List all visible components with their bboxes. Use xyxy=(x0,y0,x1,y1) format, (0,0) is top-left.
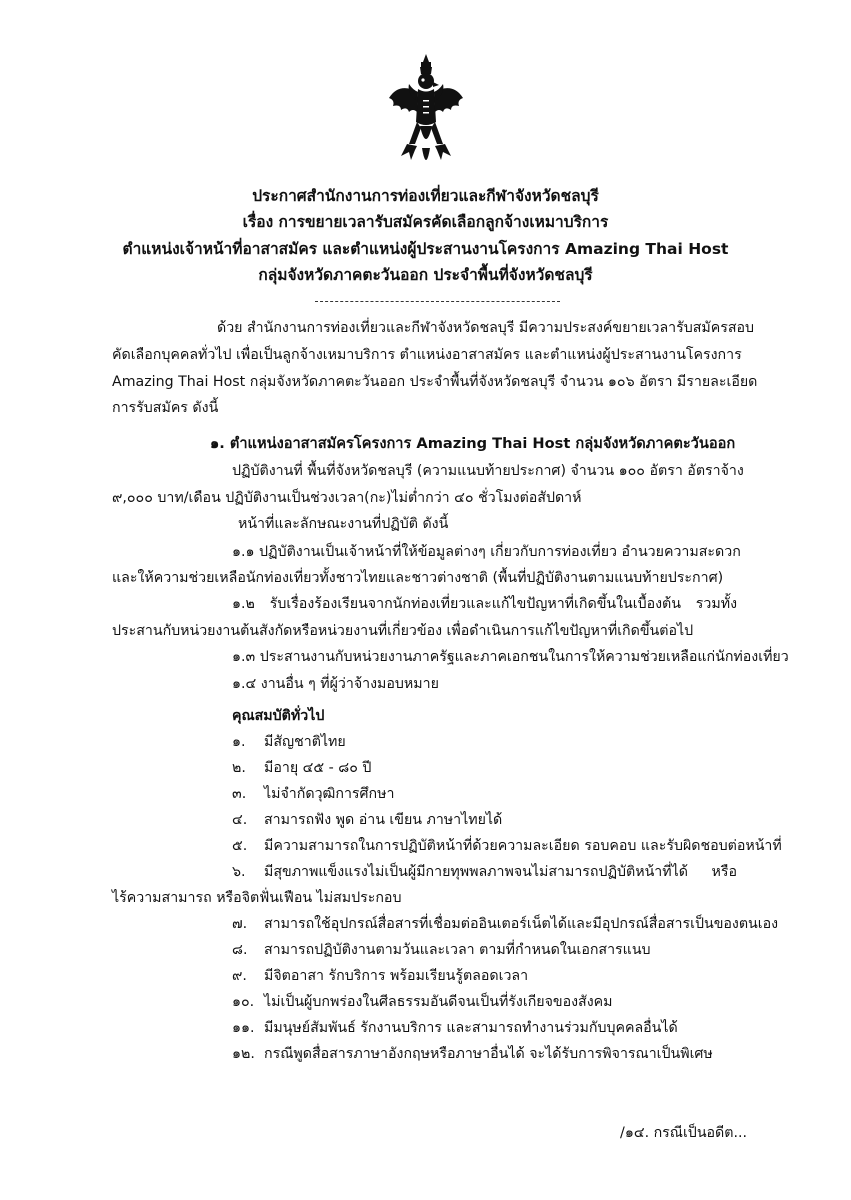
qualification-item: ๕. มีความสามารถในการปฏิบัติหน้าที่ด้วยความละเอียด รอบคอบ และรับผิดชอบต่อหน้าที่ xyxy=(232,838,782,854)
qualification-item: ๘. สามารถปฏิบัติงานตามวันและเวลา ตามที่กำหนดในเอกสารแนบ xyxy=(232,942,651,958)
announcement-region: กลุ่มจังหวัดภาคตะวันออก ประจำพื้นที่จังหวัดชลบุรี xyxy=(258,266,593,284)
qualification-item: ๑๐. ไม่เป็นผู้บกพร่องในศีลธรรมอันดีจนเป็นที่รังเกียจของสังคม xyxy=(232,994,613,1010)
qualification-item: ๒. มีอายุ ๔๕ - ๘๐ ปี xyxy=(232,760,372,776)
qualification-item: ๖. มีสุขภาพแข็งแรงไม่เป็นผู้มีกายทุพพลภาพจนไม่สามารถปฏิบัติหน้าที่ได้ หรือ xyxy=(232,864,737,880)
qualification-item: ๑๒. กรณีพูดสื่อสารภาษาอังกฤษหรือภาษาอื่นได้ จะได้รับการพิจารณาเป็นพิเศษ xyxy=(232,1046,713,1062)
announcement-positions: ตำแหน่งเจ้าหน้าที่อาสาสมัคร และตำแหน่งผู้ประสานงานโครงการ Amazing Thai Host xyxy=(122,240,729,258)
dashed-divider xyxy=(315,301,560,302)
qualification-item: ๗. สามารถใช้อุปกรณ์สื่อสารที่เชื่อมต่ออินเตอร์เน็ตได้และมีอุปกรณ์สื่อสารเป็นของตนเอง xyxy=(232,916,779,932)
duty-item: ๑.๔ งานอื่น ๆ ที่ผู้ว่าจ้างมอบหมาย xyxy=(232,676,439,692)
duty-item: ๑.๓ ประสานงานกับหน่วยงานภาครัฐและภาคเอกชนในการให้ความช่วยเหลือแก่นักท่องเที่ยว xyxy=(232,649,789,665)
qualification-item: ๑๑. มีมนุษย์สัมพันธ์ รักงานบริการ และสามารถทำงานร่วมกับบุคคลอื่นได้ xyxy=(232,1020,678,1036)
duty-item: ๑.๑ ปฏิบัติงานเป็นเจ้าหน้าที่ให้ข้อมูลต่างๆ เกี่ยวกับการท่องเที่ยว อำนวยความสะดวก xyxy=(232,544,741,560)
qualification-item: ๙. มีจิตอาสา รักบริการ พร้อมเรียนรู้ตลอดเวลา xyxy=(232,968,529,984)
intro-line: การรับสมัคร ดังนี้ xyxy=(112,400,219,416)
intro-line: คัดเลือกบุคคลทั่วไป เพื่อเป็นลูกจ้างเหมาบริการ ตำแหน่งอาสาสมัคร และตำแหน่งผู้ประสานงานโครงการ xyxy=(112,347,742,363)
work-area-line: ๙,๐๐๐ บาท/เดือน ปฏิบัติงานเป็นช่วงเวลา(กะ)ไม่ต่ำกว่า ๔๐ ชั่วโมงต่อสัปดาห์ xyxy=(112,490,582,506)
section-1-heading: ๑. ตำแหน่งอาสาสมัครโครงการ Amazing Thai Host กลุ่มจังหวัดภาคตะวันออก xyxy=(210,435,736,452)
duty-item-continued: และให้ความช่วยเหลือนักท่องเที่ยวทั้งชาวไทยและชาวต่างชาติ (พื้นที่ปฏิบัติงานตามแนบท้ายประกาศ) xyxy=(112,570,724,586)
duty-item-continued: ประสานกับหน่วยงานต้นสังกัดหรือหน่วยงานที่เกี่ยวข้อง เพื่อดำเนินการแก้ไขปัญหาที่เกิดขึ้นต่อไป xyxy=(112,623,694,639)
announcement-title: ประกาศสำนักงานการท่องเที่ยวและกีฬาจังหวัดชลบุรี xyxy=(252,187,599,205)
intro-line: Amazing Thai Host กลุ่มจังหวัดภาคตะวันออก ประจำพื้นที่จังหวัดชลบุรี จำนวน ๑๐๖ อัตรา มีรายละเอียด xyxy=(112,374,758,390)
qualification-item-continued: ไร้ความสามารถ หรือจิตฟั่นเฟือน ไม่สมประกอบ xyxy=(112,890,402,906)
work-area-line: ปฏิบัติงานที่ พื้นที่จังหวัดชลบุรี (ความแนบท้ายประกาศ) จำนวน ๑๐๐ อัตรา อัตราจ้าง xyxy=(232,463,744,479)
announcement-subject: เรื่อง การขยายเวลารับสมัครคัดเลือกลูกจ้างเหมาบริการ xyxy=(242,213,609,231)
page-continuation-note: /๑๔. กรณีเป็นอดีต... xyxy=(620,1125,747,1141)
duty-item: ๑.๒ รับเรื่องร้องเรียนจากนักท่องเที่ยวและแก้ไขปัญหาที่เกิดขึ้นในเบื้องต้น รวมทั้ง xyxy=(232,596,737,612)
intro-line: ด้วย สำนักงานการท่องเที่ยวและกีฬาจังหวัดชลบุรี มีความประสงค์ขยายเวลารับสมัครสอบ xyxy=(217,320,755,336)
qualification-item: ๑. มีสัญชาติไทย xyxy=(232,734,346,750)
qualifications-heading: คุณสมบัติทั่วไป xyxy=(232,708,325,724)
garuda-emblem-icon xyxy=(387,52,465,174)
qualification-item: ๔. สามารถฟัง พูด อ่าน เขียน ภาษาไทยได้ xyxy=(232,812,503,828)
qualification-item: ๓. ไม่จำกัดวุฒิการศึกษา xyxy=(232,786,395,802)
duties-label: หน้าที่และลักษณะงานที่ปฏิบัติ ดังนี้ xyxy=(238,516,449,532)
